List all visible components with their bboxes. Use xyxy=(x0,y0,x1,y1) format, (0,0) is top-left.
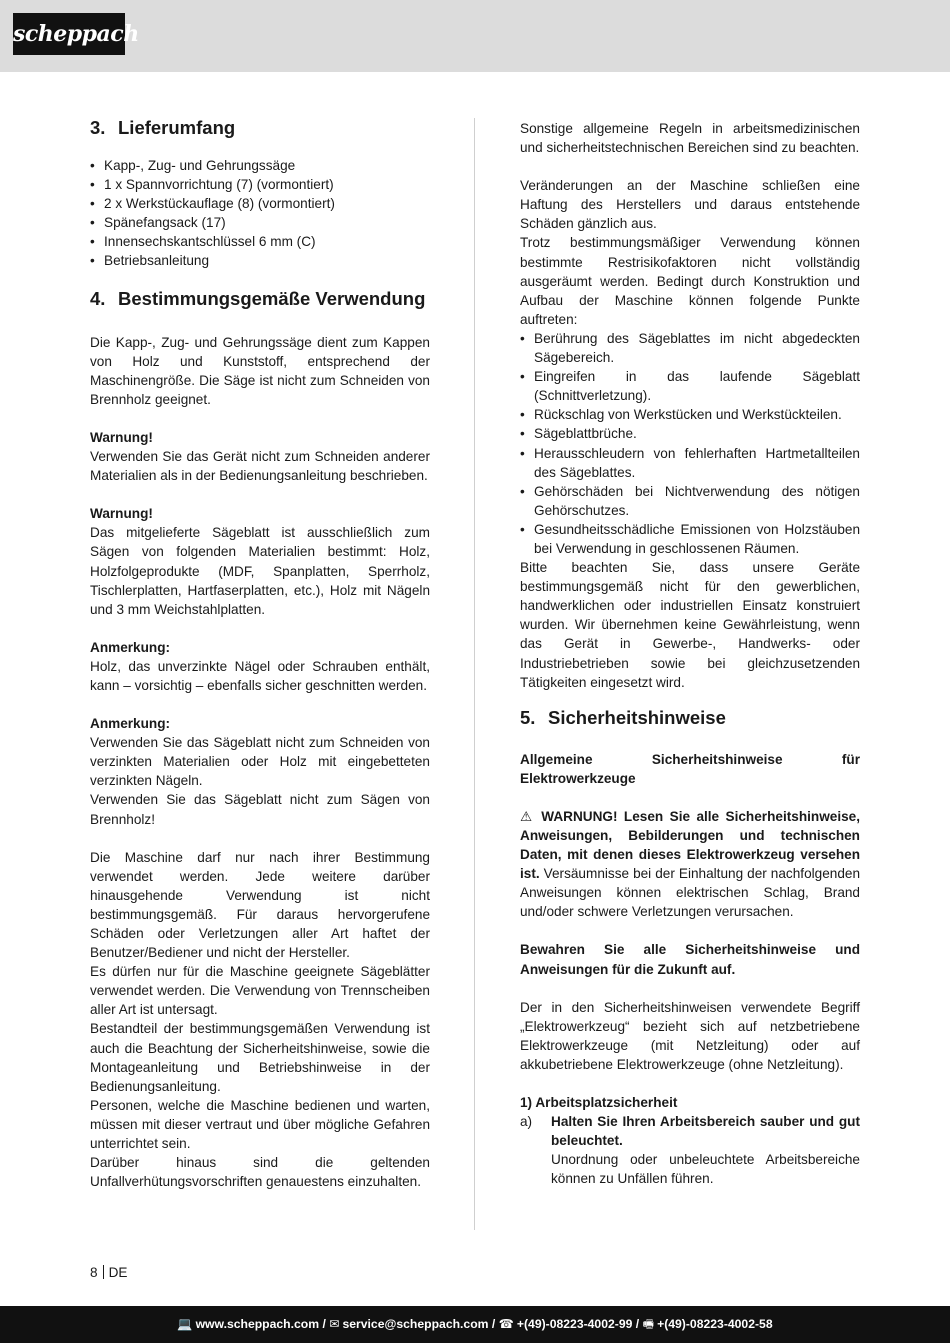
body-paragraph: Sonstige allgemeine Regeln in arbeitsmedizinischen und sicherheitstechnischen Bereichen sind zu beachten. xyxy=(520,121,860,156)
body-paragraph: Die Maschine darf nur nach ihrer Bestimmung verwendet werden. Jede weitere darüber hinausgehende Verwendung ist nicht bestimmungsgemäß. Für daraus hervorgerufene Schäden oder Verletzungen aller Art haftet der Benutzer/Bediener und nicht der Hersteller. xyxy=(90,849,430,961)
website-link[interactable]: www.scheppach.com xyxy=(195,1317,320,1331)
list-item: • Gesundheitsschädliche Emissionen von Holzstäuben bei Verwendung in geschlossenen Räumen. xyxy=(520,520,860,558)
list-item: • Gehörschäden bei Nichtverwendung des nötigen Gehörschutzes. xyxy=(520,482,860,520)
keep-instructions-notice: Bewahren Sie alle Sicherheitshinweise und Anweisungen für die Zukunft auf. xyxy=(520,942,860,977)
computer-icon: 💻 xyxy=(177,1317,193,1331)
left-column xyxy=(90,116,430,1191)
list-item: • Betriebsanleitung xyxy=(90,251,430,270)
email-link[interactable]: service@scheppach.com xyxy=(342,1317,489,1331)
page-footer: 💻 www.scheppach.com / ✉ service@scheppach.com / ☎ +(49)-08223-4002-99 / 🖷 +(49)-08223-4002-58 xyxy=(0,1306,950,1343)
body-paragraph: Darüber hinaus sind die geltenden Unfallverhütungsvorschriften genauestens einzuhalten. xyxy=(90,1155,430,1190)
phone-icon: ☎ xyxy=(498,1317,514,1331)
page-header xyxy=(0,0,950,72)
section-3-heading: 3. Lieferumfang xyxy=(90,117,236,138)
mail-icon: ✉ xyxy=(329,1317,340,1331)
list-item: • Sägeblattbrüche. xyxy=(520,424,860,443)
list-item: • Kapp-, Zug- und Gehrungssäge xyxy=(90,156,430,175)
right-column xyxy=(520,119,860,1189)
item-instruction: Halten Sie Ihren Arbeitsbereich sauber und gut beleuchtet. xyxy=(551,1114,860,1149)
section-4-heading: 4. Bestimmungsgemäße Verwendung xyxy=(90,287,426,309)
note-label: Anmerkung: xyxy=(90,639,171,655)
list-item: • Innensechskantschlüssel 6 mm (C) xyxy=(90,232,430,251)
list-item: • 1 x Spannvorrichtung (7) (vormontiert) xyxy=(90,175,430,194)
note-label: Anmerkung: xyxy=(90,716,171,732)
item-explanation: Unordnung oder unbeleuchtete Arbeitsbereiche können zu Unfällen führen. xyxy=(551,1152,860,1187)
warning-label: Warnung! xyxy=(90,506,153,522)
fax-number: +(49)-08223-4002-58 xyxy=(657,1317,773,1331)
list-item: • Rückschlag von Werkstücken und Werkstückteilen. xyxy=(520,405,860,424)
subsection-item-a xyxy=(520,1112,860,1188)
body-paragraph: Bestandteil der bestimmungsgemäßen Verwendung ist auch die Beachtung der Sicherheitshinweise, sowie die Montageanleitung und Betriebshinweise in der Bedienungsanleitung. xyxy=(90,1021,430,1094)
item-label: a) xyxy=(520,1114,533,1130)
fax-icon: 🖷 xyxy=(642,1317,655,1331)
note-text: Verwenden Sie das Sägeblatt nicht zum Sägen von Brennholz! xyxy=(90,792,430,827)
page-number: 8 DE xyxy=(90,1265,128,1280)
column-divider xyxy=(474,118,475,1230)
subsection-title: 1) Arbeitsplatzsicherheit xyxy=(520,1095,678,1111)
body-paragraph: Es dürfen nur für die Maschine geeignete Sägeblätter verwendet werden. Die Verwendung von Trennscheiben aller Art ist untersagt. xyxy=(90,964,430,1018)
body-paragraph: Personen, welche die Maschine bedienen und warten, müssen mit dieser vertraut und über mögliche Gefahren unterrichtet sein. xyxy=(90,1097,430,1152)
section-5-subtitle: Allgemeine Sicherheitshinweise für Elektrowerkzeuge xyxy=(520,751,860,786)
note-text: Verwenden Sie das Sägeblatt nicht zum Schneiden von verzinkten Materialien oder Holz mit eingebetteten verzinkten Nägeln. xyxy=(90,735,430,789)
body-paragraph: Trotz bestimmungsmäßiger Verwendung können bestimmte Restrisikofaktoren nicht vollständig ausgeräumt werden. Bedingt durch Konstruktion und Aufbau der Maschine können folgende Punkte auftreten: xyxy=(520,235,860,327)
list-item: • Herausschleudern von fehlerhaften Hartmetallteilen des Sägeblattes. xyxy=(520,444,860,482)
definition-paragraph: Der in den Sicherheitshinweisen verwendete Begriff „Elektrowerkzeug“ bezieht sich auf netzbetriebene Elektrowerkzeuge (mit Netzleitung) oder auf akkubetriebene Elektrowerkzeuge (ohne Netzleitung). xyxy=(520,999,860,1072)
list-item: • Berührung des Sägeblattes im nicht abgedeckten Sägebereich. xyxy=(520,329,860,367)
list-item: • 2 x Werkstückauflage (8) (vormontiert) xyxy=(90,194,430,213)
warning-triangle-icon: ⚠ xyxy=(520,808,535,824)
list-item: • Spänefangsack (17) xyxy=(90,213,430,232)
brand-logo: scheppach xyxy=(13,13,125,55)
warning-text: Verwenden Sie das Gerät nicht zum Schneiden anderer Materialien als in der Bedienungsanleitung beschrieben. xyxy=(90,449,430,484)
residual-risks-list xyxy=(520,329,860,558)
warning-label: Warnung! xyxy=(90,429,153,445)
intended-use-paragraph: Die Kapp-, Zug- und Gehrungssäge dient zum Kappen von Holz und Kunststoff, entsprechend der Maschinengröße. Die Säge ist nicht zum Schneiden von Brennholz geeignet. xyxy=(90,334,430,407)
list-item: • Eingreifen in das laufende Sägeblatt (Schnittverletzung). xyxy=(520,367,860,405)
safety-warning-paragraph: ⚠ WARNUNG! Lesen Sie alle Sicherheitshinweise, Anweisungen, Bebilderungen und technischen Daten, mit denen dieses Elektrowerkzeug versehen ist. Versäumnisse bei der Einhaltung der nachfolgenden Anweisungen können elektrischen Schlag, Brand und/oder schwere Verletzungen verursachen. xyxy=(520,808,861,920)
phone-number: +(49)-08223-4002-99 xyxy=(516,1317,633,1331)
body-paragraph: Bitte beachten Sie, dass unsere Geräte bestimmungsgemäß nicht für den gewerblichen, handwerklichen oder industriellen Einsatz konstruiert wurden. Wir übernehmen keine Gewährleistung, wenn das Gerät in Gewerbe-, Handwerks- oder Industriebetrieben sowie bei gleichzusetzenden Tätigkeiten eingesetzt wird. xyxy=(520,560,860,690)
note-text: Holz, das unverzinkte Nägel oder Schrauben enthält, kann – vorsichtig – ebenfalls sicher geschnitten werden. xyxy=(90,658,430,693)
warning-text: Das mitgelieferte Sägeblatt ist ausschließlich zum Sägen von folgenden Materialien bestimmt: Holz, Holzfolgeprodukte (MDF, Spanplatten, Sperrholz, Tischlerplatten, Hartfaserplatten, etc.), Holz mit Nägeln und 3 mm Weichstahlplatten. xyxy=(90,525,430,617)
delivery-list xyxy=(90,156,430,271)
section-5-heading: 5. Sicherheitshinweise xyxy=(520,706,726,728)
body-paragraph: Veränderungen an der Maschine schließen eine Haftung des Herstellers und daraus entstehende Schäden gänzlich aus. xyxy=(520,178,860,232)
